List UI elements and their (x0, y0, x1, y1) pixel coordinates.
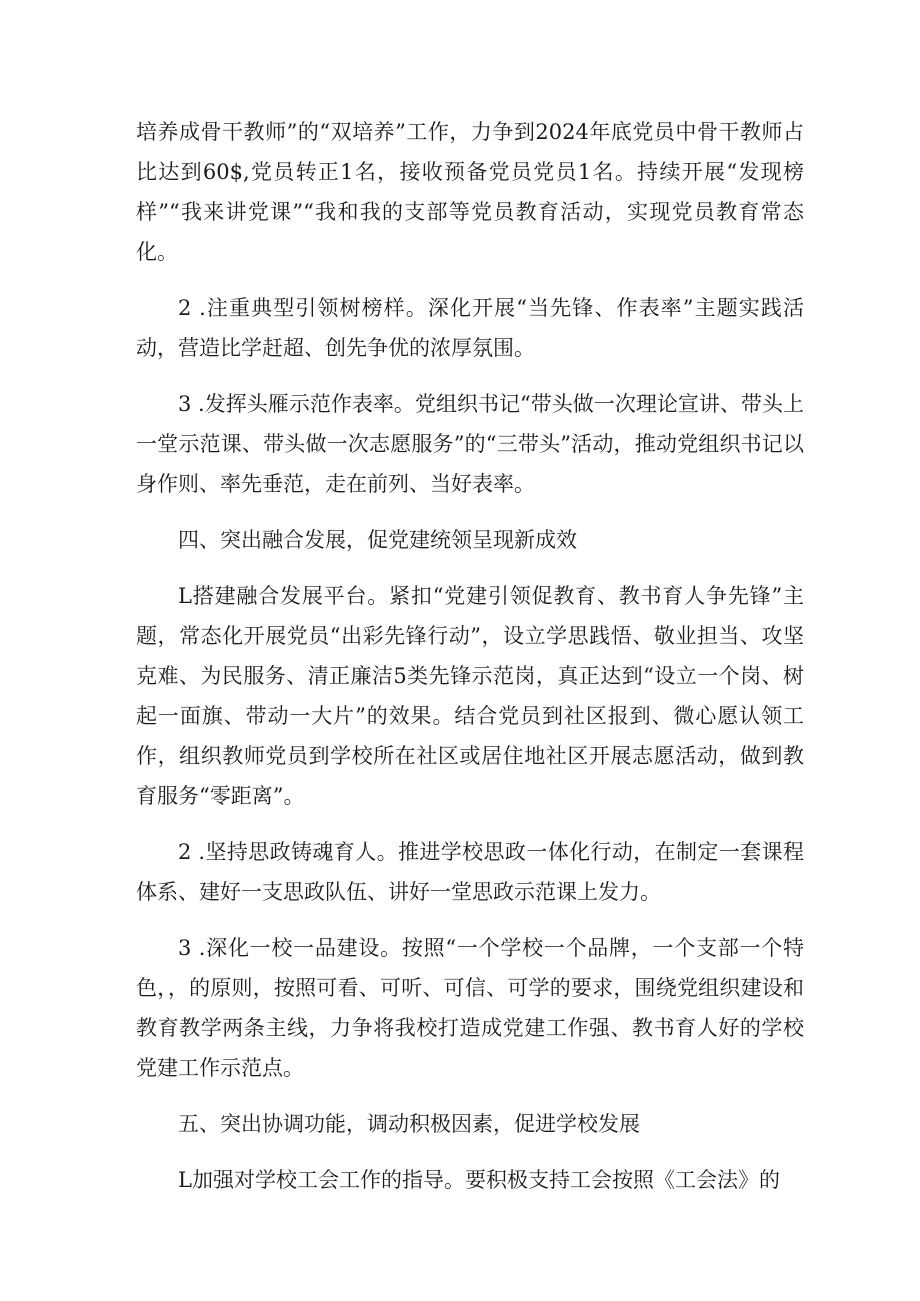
paragraph-item-2-ideology: 2 .坚持思政铸魂育人。推进学校思政一体化行动，在制定一套课程体系、建好一支思政队伍、讲好一堂思政示范课上发力。 (136, 840, 804, 904)
document-body (136, 112, 804, 1216)
paragraph-item-1-platform: L搭建融合发展平台。紧扣“党建引领促教育、教书育人争先锋”主题，常态化开展党员“出彩先锋行动”，设立学思践悟、敬业担当、攻坚克难、为民服务、清正廉洁5类先锋示范岗，真正达到“设立一个岗、树起一面旗、带动一大片”的效果。结合党员到社区报到、微心愿认领工作，组织教师党员到学校所在社区或居住地社区开展志愿活动，做到教育服务“零距离”。 (136, 584, 804, 808)
paragraph-training: 培养成骨干教师”的“双培养”工作，力争到2024年底党员中骨干教师占比达到60$,党员转正1名，接收预备党员党员1名。持续开展“发现榜样”“我来讲党课”“我和我的支部等党员教育活动，实现党员教育常态化。 (136, 120, 804, 264)
paragraph-item-1-union: L加强对学校工会工作的指导。要积极支持工会按照《工会法》的 (178, 1168, 780, 1192)
paragraph-item-3-one-school-one-brand: 3 .深化一校一品建设。按照“一个学校一个品牌，一个支部一个特色，，的原则，按照可看、可听、可信、可学的要求，围绕党组织建设和教育教学两条主线，力争将我校打造成党建工作强、教书育人好的学校党建工作示范点。 (136, 936, 804, 1080)
paragraph-item-2-role-models: 2 .注重典型引领树榜样。深化开展“当先锋、作表率”主题实践活动，营造比学赶超、创先争优的浓厚氛围。 (136, 296, 804, 360)
paragraph-item-3-lead-by-example: 3 .发挥头雁示范作表率。党组织书记“带头做一次理论宣讲、带头上一堂示范课、带头做一次志愿服务”的“三带头”活动，推动党组织书记以身作则、率先垂范，走在前列、当好表率。 (136, 392, 804, 496)
section-heading-5: 五、突出协调功能，调动积极因素，促进学校发展 (178, 1112, 640, 1136)
section-heading-4: 四、突出融合发展，促党建统领呈现新成效 (178, 528, 577, 552)
